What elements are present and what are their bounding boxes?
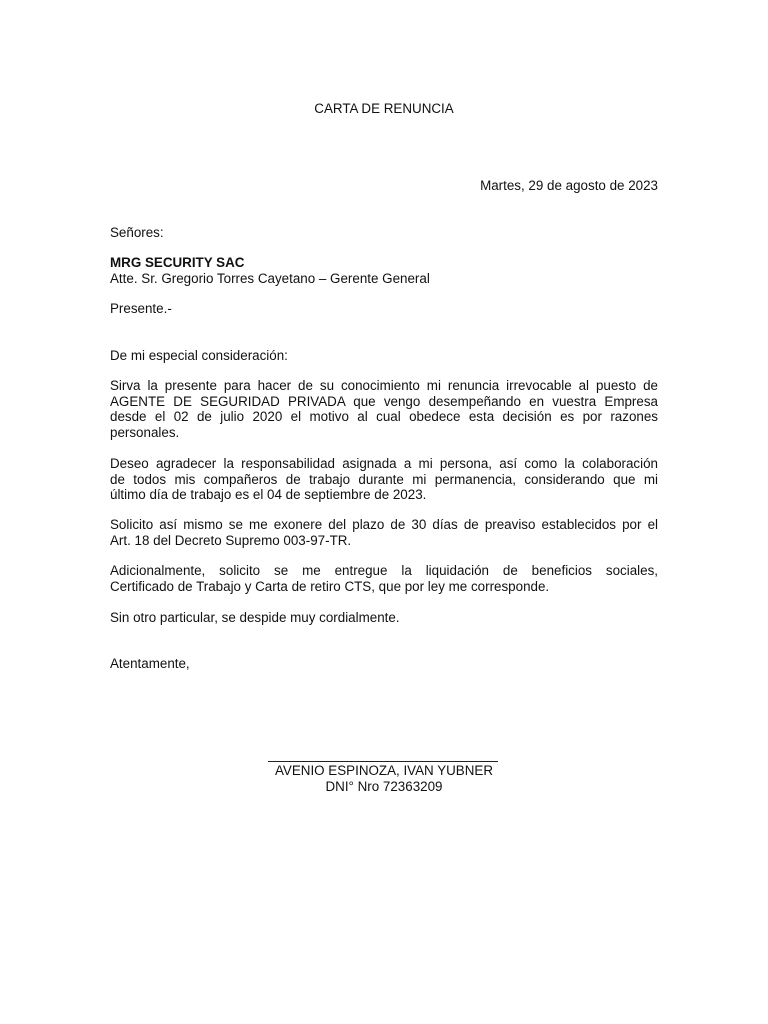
paragraph-thanks: [110, 456, 658, 503]
signature-line: [268, 761, 498, 762]
closing-line: Sin otro particular, se despide muy cordialmente.: [110, 610, 400, 625]
paragraph-line: AGENTE DE SEGURIDAD PRIVADA que vengo desempeñando en vuestra Empresa: [110, 393, 658, 409]
letter-title: CARTA DE RENUNCIA: [314, 101, 454, 116]
signoff-line: Atentamente,: [110, 656, 190, 671]
attention-line: Atte. Sr. Gregorio Torres Cayetano – Gerente General: [110, 271, 430, 286]
paragraph-line: personales.: [110, 424, 180, 440]
signer-name: AVENIO ESPINOZA, IVAN YUBNER: [274, 763, 494, 778]
greeting-line: De mi especial consideración:: [110, 348, 288, 363]
salutation: Señores:: [110, 225, 164, 240]
paragraph-line: Adicionalmente, solicito se me entregue la liquidación de beneficios sociales,: [110, 563, 658, 578]
paragraph-line: Deseo agradecer la responsabilidad asignada a mi persona, así como la colaboración: [110, 456, 658, 471]
company-name: MRG SECURITY SAC: [110, 255, 245, 270]
paragraph-line: desde el 02 de julio 2020 el motivo al cual obedece esta decisión es por razones: [110, 409, 658, 425]
paragraph-line: Art. 18 del Decreto Supremo 003-97-TR.: [110, 532, 352, 548]
paragraph-line: de todos mis compañeros de trabajo durante mi permanencia, considerando que mi: [110, 471, 658, 487]
presente-line: Presente.-: [110, 301, 172, 316]
paragraph-liquidation: [110, 563, 658, 594]
paragraph-line: Certificado de Trabajo y Carta de retiro CTS, que por ley me corresponde.: [110, 578, 550, 594]
paragraph-line: Sirva la presente para hacer de su conocimiento mi renuncia irrevocable al puesto de: [110, 378, 658, 393]
paragraph-resignation: [110, 378, 658, 440]
signer-id: DNI° Nro 72363209: [325, 779, 443, 794]
paragraph-line: Solicito así mismo se me exonere del plazo de 30 días de preaviso establecidos por el: [110, 517, 658, 532]
letter-date: Martes, 29 de agosto de 2023: [480, 178, 658, 193]
paragraph-exoneration: [110, 517, 658, 548]
paragraph-line: último día de trabajo es el 04 de septiembre de 2023.: [110, 487, 427, 503]
